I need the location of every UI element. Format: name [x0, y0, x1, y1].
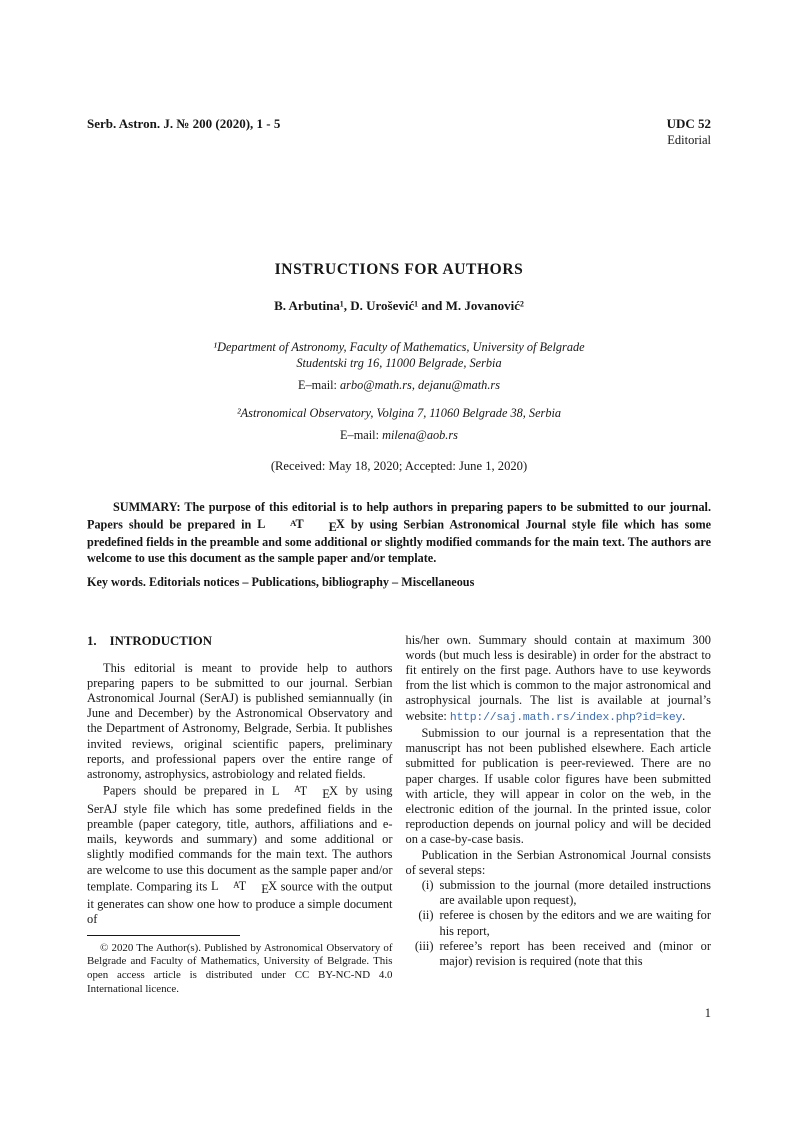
step-text-iii: referee’s report has been received and (minor or major) revision is required (note that this	[439, 938, 711, 968]
publication-steps-list	[406, 878, 712, 969]
email-label-1: E–mail:	[298, 378, 337, 392]
affiliation-1-line-2: Studentski trg 16, 11000 Belgrade, Serbia	[296, 356, 502, 370]
email-label-2: E–mail:	[340, 428, 379, 442]
step-text-i: submission to the journal (more detailed instructions are available upon request),	[439, 877, 711, 908]
body-paragraph-continuation	[406, 633, 712, 726]
email-line-2	[87, 427, 711, 443]
paragraph-text-after-url: .	[682, 708, 686, 723]
section-heading-introduction	[87, 633, 393, 649]
keywords-line: Key words. Editorials notices – Publications, bibliography – Miscellaneous	[87, 575, 475, 590]
header-right-block	[667, 116, 711, 148]
latex-logo: L AT EX	[257, 517, 345, 534]
step-marker-i: (i)	[421, 877, 434, 892]
footnote-text: © 2020 The Author(s). Published by Astronomical Observatory of Belgrade and Faculty of Mathematics, University of Belgrade. This open access article is distributed under CC BY-NC-ND 4.0 International licence.	[87, 941, 393, 995]
received-accepted-line: (Received: May 18, 2020; Accepted: June 1, 2020)	[270, 459, 528, 473]
paragraph-text-before-url: his/her own. Summary should contain at maximum 300 words (but much less is desirable) in order for the abstract to fit entirely on the first page. Authors have to use keywords from the list which is common to the major astronomical and astrophysical journals. The list is available at journal’s website:	[405, 632, 711, 723]
publication-steps-intro: Publication in the Serbian Astronomical Journal consists of several steps:	[405, 847, 711, 877]
article-category: Editorial	[667, 133, 711, 147]
section-number: 1.	[87, 633, 97, 648]
two-column-body	[87, 633, 711, 997]
udc-code: UDC 52	[666, 116, 711, 131]
email-line-1	[87, 377, 711, 393]
authors-line: B. Arbutina¹, D. Urošević¹ and M. Jovanović²	[274, 298, 524, 313]
step-marker-ii: (ii)	[418, 908, 434, 923]
affiliation-2-line-1: ²Astronomical Observatory, Volgina 7, 11060 Belgrade 38, Serbia	[236, 406, 562, 420]
affiliation-1	[87, 339, 711, 371]
affiliation-1-line-1: ¹Department of Astronomy, Faculty of Mathematics, University of Belgrade	[213, 340, 585, 354]
right-column	[406, 633, 712, 997]
latex-logo: L AT EX	[210, 879, 278, 897]
list-item	[406, 908, 712, 938]
email-addresses-2: milena@aob.rs	[382, 428, 458, 442]
left-column	[87, 633, 393, 997]
journal-keywords-url[interactable]: http://saj.math.rs/index.php?id=key	[449, 711, 683, 724]
page-header	[87, 116, 711, 148]
list-item	[406, 878, 712, 908]
journal-reference: Serb. Astron. J. № 200 (2020), 1 - 5	[87, 116, 281, 131]
latex-logo: L AT EX	[271, 783, 338, 801]
affiliation-2	[87, 405, 711, 421]
article-title: INSTRUCTIONS FOR AUTHORS	[274, 261, 524, 278]
step-text-ii: referee is chosen by the editors and we are waiting for his report,	[439, 908, 711, 938]
email-addresses-1: arbo@math.rs, dejanu@math.rs	[340, 378, 500, 392]
footnote-rule	[87, 935, 240, 936]
copyright-footnote	[87, 935, 393, 997]
summary-paragraph: SUMMARY: The purpose of this editorial is to help authors in preparing papers to be submitted to our journal. Papers should be prepared in L AT EX by using Serbian Astronomical Journal style file which has some predefined fields in the preamble and some additional or slightly modified commands for the main text. The authors are welcome to use this document as the sample paper and/or template.	[87, 500, 711, 565]
intro-paragraph-1: This editorial is meant to provide help to authors preparing papers to be submitted to our journal. Serbian Astronomical Journal (SerAJ) is published semiannually (in June and December) by the Astronomical Observatory and the Department of Astronomy, Belgrade, Serbia. It publishes invited reviews, original scientific papers, preliminary reports, and professional papers over the entire range of astronomy, astrophysics, astrobiology and related fields.	[87, 660, 393, 782]
step-marker-iii: (iii)	[414, 938, 434, 953]
submission-paragraph: Submission to our journal is a representation that the manuscript has not been published elsewhere. Each article submitted for publication is peer-reviewed. There are no paper charges. If usable color figures have been submitted with article, they will appear in color on the web, in the electronic edition of the journal. In the printed issue, color reproduction depends on journal policy and will be decided on a case-by-case basis.	[405, 725, 711, 847]
section-title: INTRODUCTION	[109, 633, 212, 648]
list-item	[406, 939, 712, 969]
page-number: 1	[704, 1006, 711, 1020]
intro-paragraph-2: Papers should be prepared in L AT EX by using SerAJ style file which has some predefined fields in the preamble (paper category, title, authors, affiliations and e-mails, keywords and summary) and some additional or slightly modified commands for the main text. The authors are welcome to use this document as the sample paper and/or template. Comparing its L AT EX source with the output it generates can show one how to produce a simple document of	[87, 783, 393, 927]
